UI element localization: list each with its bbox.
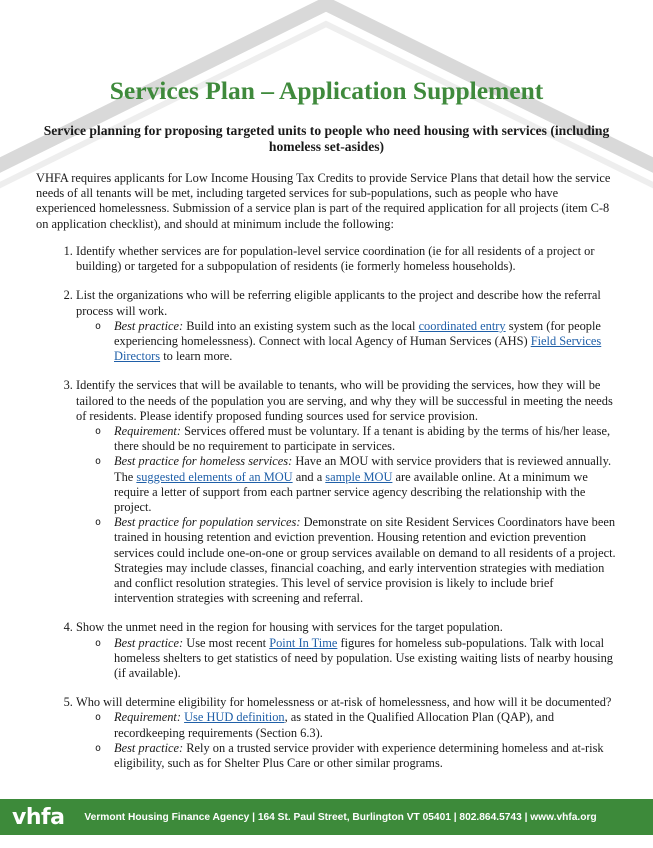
sub-list-item [114,454,616,515]
list-item [76,620,616,681]
sub-item-text: Use most recent [183,635,270,650]
hyperlink[interactable]: coordinated entry [418,318,506,333]
sub-item-label: Best practice: [114,740,184,755]
sub-list-item [114,319,616,365]
sub-item-label: Best practice for homeless services: [114,454,293,469]
sub-item-label: Best practice for population services: [114,515,301,530]
sub-list [76,710,616,771]
hyperlink[interactable]: suggested elements of an MOU [136,469,293,484]
hyperlink[interactable]: Field Services Directors [114,334,602,364]
list-item-text: Identify whether services are for population-level service coordination (ie for all residents of a project or building) or targeted for a subpopulation of residents (ie formerly homeless households). [76,244,595,274]
sub-item-text: Services offered must be voluntary. If a tenant is abiding by the terms of his/her lease, there should be no requirement to participate in services. [114,424,611,454]
list-item [76,378,616,606]
sub-item-text: and a [292,469,326,484]
list-item-text: Show the unmet need in the region for housing with services for the target population. [76,620,503,635]
page-subtitle: Service planning for proposing targeted units to people who need housing with services (including homeless set-asides) [43,123,610,154]
sub-item-label: Requirement: [114,710,181,725]
vhfa-logo: vhfa [12,804,65,830]
hyperlink[interactable]: sample MOU [325,469,393,484]
sub-item-text: system (for people experiencing homelessness). Connect with local Agency of Human Services (AHS) [114,318,601,349]
hyperlink[interactable]: Point In Time [269,635,338,650]
footer-bar [0,799,653,835]
sub-item-text: figures for homeless sub-populations. Talk with local homeless shelters to get statistics of need by population. Use existing waiting lists of nearby housing (if available). [114,635,613,681]
list-item-text: List the organizations who will be referring eligible applicants to the project and describe how the referral process will work. [76,288,601,318]
list-item [76,244,616,274]
sub-list [76,319,616,365]
sub-item-text: Build into an existing system such as the local [183,318,419,333]
sub-item-label: Best practice: [114,318,184,333]
sub-item-text: Have an MOU with service providers that is reviewed annually. The [114,454,612,484]
sub-list-item [114,515,616,606]
sub-list-item [114,636,616,682]
sub-item-text: Rely on a trusted service provider with experience determining homeless and at-risk eligibility, such as for Shelter Plus Care or other similar programs. [114,740,604,771]
sub-list-item [114,424,616,454]
sub-item-text: to learn more. [160,349,233,364]
intro-paragraph: VHFA requires applicants for Low Income Housing Tax Credits to provide Service Plans that detail how the service needs of all tenants will be met, including targeted services for sub-populations, such as people who have experienced homelessness. Submission of a service plan is part of the required application for all projects (item C-8 on application checklist), and should at minimum include the following: [36,171,611,231]
sub-list-item [114,710,616,740]
list-item-text: Who will determine eligibility for homelessness or at-risk of homelessness, and how will it be documented? [76,695,612,710]
list-item [76,288,616,364]
requirements-list [36,244,616,785]
sub-item-text: are available online. At a minimum we require a letter of support from each partner service agency describing the relationship with the project. [114,469,588,515]
sub-item-label: Best practice: [114,635,184,650]
footer-contact-text: Vermont Housing Finance Agency | 164 St. Paul Street, Burlington VT 05401 | 802.864.5743 | www.vhfa.org [84,811,597,823]
hyperlink[interactable]: Use HUD definition [184,710,285,725]
sub-item-text: , as stated in the Qualified Allocation Plan (QAP), and recordkeeping requirements (Section 6.3). [114,710,555,740]
sub-item-label: Requirement: [114,424,181,439]
sub-item-text: Demonstrate on site Resident Services Coordinators have been trained in housing retention and eviction prevention. Housing retention and eviction prevention services could include one-on-one or group services available on demand to all residents of a project. Strategies may include classes, financial coaching, and early intervention strategies with mediation and conflict resolution strategies. This level of service provision is likely to include brief intervention strategies with screening and referral. [114,515,616,606]
page-title: Services Plan – Application Supplement [109,76,544,105]
sub-list [76,636,616,682]
list-item-text: Identify the services that will be available to tenants, who will be providing the services, how they will be tailored to the needs of the population you are serving, and why they will be successful in meeting the needs of residents. Please identify proposed funding sources used for service provision. [76,378,613,423]
sub-list [76,424,616,606]
sub-list-item [114,741,616,771]
list-item [76,695,616,771]
